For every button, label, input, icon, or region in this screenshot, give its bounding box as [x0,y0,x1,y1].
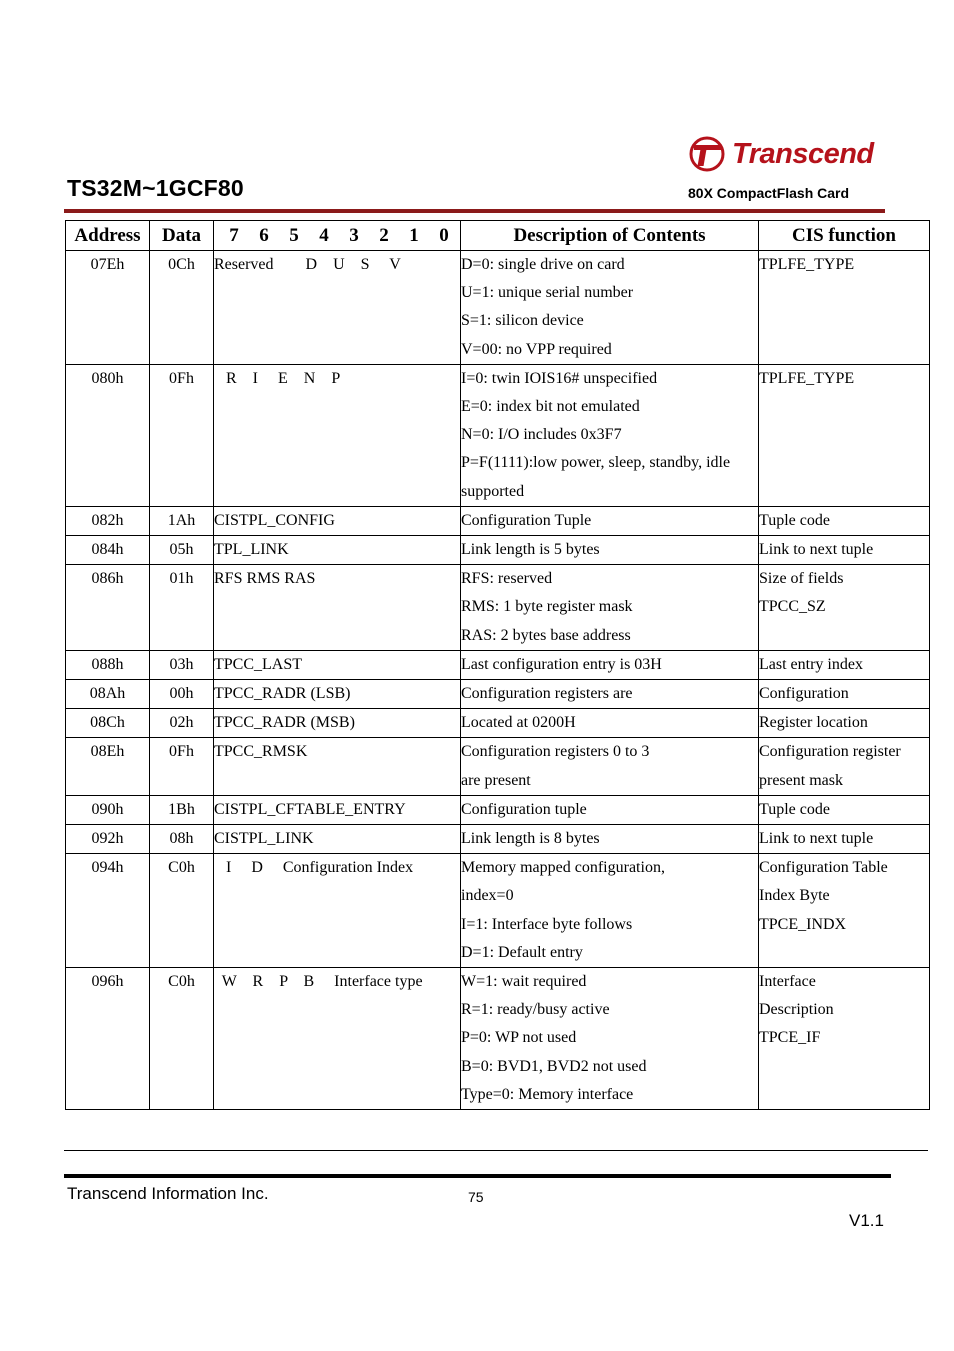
table-row [66,738,930,795]
cell-description [461,738,759,795]
bits-text: R I E N P [214,369,341,387]
cis-function-line: Tuple code [759,511,830,529]
table-row [66,364,930,506]
bits-text: CISTPL_CONFIG [214,511,335,529]
cis-function-line: Index Byte [759,887,830,905]
cell-data: C0h [150,968,214,1110]
cell-description [461,680,759,709]
table-row [66,506,930,535]
description-line: E=0: index bit not emulated [461,398,640,416]
cell-data: 05h [150,536,214,565]
cell-cis-function [759,251,930,365]
cell-bits [214,854,461,968]
cell-data: 08h [150,825,214,854]
cis-function-line: Link to next tuple [759,830,874,848]
bit-header: 4 [319,224,329,246]
cell-bits [214,795,461,824]
cis-function-line: Configuration Table [759,859,888,877]
description-line: supported [461,482,525,500]
bits-text: I D Configuration Index [214,859,414,877]
cell-description [461,565,759,651]
description-line: S=1: silicon device [461,312,584,330]
cis-function-line: TPLFE_TYPE [759,369,855,387]
cell-bits [214,565,461,651]
product-subtitle: 80X CompactFlash Card [688,185,850,201]
description-line: R=1: ready/busy active [461,1001,610,1019]
bit-header: 1 [409,224,419,246]
bits-text: W R P B Interface type [214,973,423,991]
cell-data: 1Bh [150,795,214,824]
cell-cis-function [759,536,930,565]
cis-function-line: Configuration register [759,743,901,761]
cis-function-line: TPLFE_TYPE [759,256,855,273]
table-row [66,968,930,1110]
description-line: I=1: Interface byte follows [461,915,633,933]
cis-function-line: Register location [759,714,868,732]
bits-text: TPL_LINK [214,541,289,559]
cell-bits [214,364,461,506]
description-line: V=00: no VPP required [461,340,612,358]
cell-address: 07Eh [66,251,150,365]
cell-address: 092h [66,825,150,854]
bits-text: CISTPL_CFTABLE_ENTRY [214,800,406,818]
cell-bits [214,968,461,1110]
transcend-logo-icon [688,135,728,173]
header-rule [64,209,885,213]
cell-bits [214,506,461,535]
cell-bits [214,709,461,738]
cell-description [461,795,759,824]
description-line: Last configuration entry is 03H [461,655,662,673]
description-line: P=0: WP not used [461,1029,577,1047]
bit-header: 6 [259,224,269,246]
cell-description [461,825,759,854]
cell-data: 03h [150,650,214,679]
cell-data: 01h [150,565,214,651]
cell-cis-function [759,854,930,968]
cis-table [65,220,930,1110]
cell-description [461,709,759,738]
footer-thin-rule [64,1150,928,1151]
cis-function-line: Size of fields [759,570,844,588]
cell-address: 08Ah [66,680,150,709]
cell-cis-function [759,738,930,795]
bit-header: 5 [289,224,299,246]
cell-address: 080h [66,364,150,506]
column-header-data: Data [150,221,214,251]
table-row [66,795,930,824]
cell-data: 02h [150,709,214,738]
bits-text: Reserved D U S V [214,256,401,273]
cell-data: C0h [150,854,214,968]
cis-function-line: Configuration [759,685,849,703]
footer-company: Transcend Information Inc. [67,1184,269,1203]
description-line: Configuration registers 0 to 3 [461,743,650,761]
bits-text: TPCC_LAST [214,655,303,673]
cell-address: 096h [66,968,150,1110]
description-line: P=F(1111):low power, sleep, standby, idle [461,454,731,472]
cell-data: 0Fh [150,738,214,795]
description-line: Configuration registers are [461,685,633,703]
description-line: W=1: wait required [461,973,587,991]
table-row [66,565,930,651]
cell-address: 08Eh [66,738,150,795]
table-row [66,650,930,679]
cis-function-line: TPCE_IF [759,1029,821,1047]
footer-thick-rule [64,1174,891,1178]
cis-function-line: TPCE_INDX [759,915,847,933]
cis-function-line: Tuple code [759,800,830,818]
cell-bits [214,680,461,709]
table-body [66,251,930,1110]
column-header-bits [214,221,461,251]
bits-text: TPCC_RMSK [214,743,308,761]
cell-description [461,364,759,506]
cell-bits [214,536,461,565]
table-header-row [66,221,930,251]
description-line: Memory mapped configuration, [461,859,665,877]
table-row [66,251,930,365]
cis-function-line: TPCC_SZ [759,598,826,616]
logo-wordmark: Transcend [732,138,874,170]
description-line: Link length is 5 bytes [461,541,600,559]
bits-text: CISTPL_LINK [214,830,314,848]
description-line: Link length is 8 bytes [461,830,600,848]
table-row [66,709,930,738]
cell-data: 00h [150,680,214,709]
table-row [66,825,930,854]
description-line: U=1: unique serial number [461,284,634,302]
description-line: Type=0: Memory interface [461,1085,634,1103]
cis-function-line: present mask [759,771,843,789]
description-line: B=0: BVD1, BVD2 not used [461,1057,647,1075]
cell-address: 090h [66,795,150,824]
cell-address: 082h [66,506,150,535]
cis-function-line: Description [759,1001,834,1019]
cell-address: 088h [66,650,150,679]
cis-function-line: Interface [759,973,816,991]
cell-address: 084h [66,536,150,565]
cell-cis-function [759,565,930,651]
cell-cis-function [759,709,930,738]
bit-header: 0 [439,224,449,246]
cis-function-line: Last entry index [759,655,863,673]
cell-bits [214,738,461,795]
cell-data: 0Ch [150,251,214,365]
cell-cis-function [759,968,930,1110]
bits-text: RFS RMS RAS [214,570,316,588]
cell-cis-function [759,364,930,506]
cell-cis-function [759,680,930,709]
description-line: Configuration tuple [461,800,587,818]
description-line: RMS: 1 byte register mask [461,598,633,616]
cell-address: 086h [66,565,150,651]
table-row [66,680,930,709]
column-header-description: Description of Contents [461,221,759,251]
description-line: RAS: 2 bytes base address [461,626,631,644]
bits-text: TPCC_RADR (MSB) [214,714,355,732]
description-line: index=0 [461,887,514,905]
table-row [66,536,930,565]
description-line: are present [461,771,531,789]
cell-cis-function [759,650,930,679]
description-line: I=0: twin IOIS16# unspecified [461,369,658,387]
cis-function-line: Link to next tuple [759,541,874,559]
table-row [66,854,930,968]
cell-description [461,251,759,365]
description-line: D=0: single drive on card [461,256,625,273]
page-number: 75 [468,1189,484,1205]
document-version: V1.1 [849,1211,884,1230]
cell-bits [214,825,461,854]
bits-text: TPCC_RADR (LSB) [214,685,351,703]
bit-header: 7 [229,224,239,246]
cell-cis-function [759,795,930,824]
cell-description [461,536,759,565]
cell-address: 08Ch [66,709,150,738]
product-title: TS32M~1GCF80 [67,175,244,201]
cell-data: 0Fh [150,364,214,506]
transcend-logo [688,134,874,174]
description-line: Located at 0200H [461,714,576,732]
cell-description [461,650,759,679]
description-line: N=0: I/O includes 0x3F7 [461,426,622,444]
cell-description [461,506,759,535]
description-line: Configuration Tuple [461,511,592,529]
cell-cis-function [759,506,930,535]
column-header-address: Address [66,221,150,251]
cell-bits [214,251,461,365]
cell-address: 094h [66,854,150,968]
bit-header: 3 [349,224,359,246]
description-line: D=1: Default entry [461,943,583,961]
cell-bits [214,650,461,679]
cell-data: 1Ah [150,506,214,535]
cell-description [461,968,759,1110]
cell-cis-function [759,825,930,854]
description-line: RFS: reserved [461,570,553,588]
cell-description [461,854,759,968]
bit-header: 2 [379,224,389,246]
column-header-cis: CIS function [759,221,930,251]
